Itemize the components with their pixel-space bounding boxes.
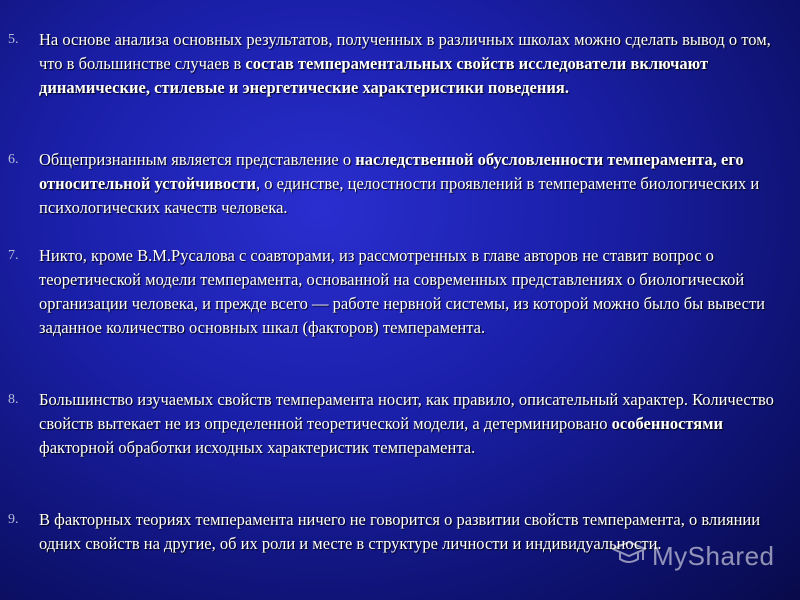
emphasis-text: наследственной обусловленности темперамента, его относительной устойчивости [39, 150, 744, 193]
item-text [39, 388, 787, 460]
emphasis-text: состав темпераментальных свойств исследователи включают динамические, стилевые и энергетические характеристики поведения. [39, 54, 709, 97]
body-text: факторной обработки исходных характеристик темперамента. [39, 438, 476, 457]
watermark [612, 538, 775, 574]
graduation-cap-icon [612, 539, 646, 574]
item-number: 9. [8, 512, 19, 527]
body-text: В факторных теориях темперамента ничего не говорится о развитии свойств темперамента, о влиянии одних свойств на другие, об их роли и месте в структуре личности и индивидуальности. [39, 510, 761, 553]
item-number: 6. [8, 152, 19, 167]
body-text: Большинство изучаемых свойств темперамента носит, как правило, описательный характер. Количество свойств вытекает не из определенной теоретической модели, а детерминировано [39, 390, 774, 433]
body-text: На основе анализа основных результатов, полученных в различных школах можно сделать вывод о том, что в большинстве случаев в [39, 30, 771, 73]
emphasis-text: особенностями [611, 414, 723, 433]
body-text: Общепризнанным является представление о [39, 150, 356, 169]
item-text [39, 244, 787, 340]
item-text [39, 28, 787, 100]
body-text: Никто, кроме В.М.Русалова с соавторами, из рассмотренных в главе авторов не ставит вопрос о теоретической модели темперамента, основанной на современных представлениях о биологической организации человека, и прежде всего — работе нервной системы, из которой можно было бы вывести заданное количество основных шкал (факторов) темперамента. [39, 246, 765, 337]
watermark-text: MyShared [652, 540, 775, 571]
item-number: 5. [8, 32, 19, 47]
item-number: 7. [8, 248, 19, 263]
item-text [39, 148, 787, 220]
item-number: 8. [8, 392, 19, 407]
body-text: , о единстве, целостности проявлений в темпераменте биологических и психологических качеств человека. [39, 174, 760, 217]
